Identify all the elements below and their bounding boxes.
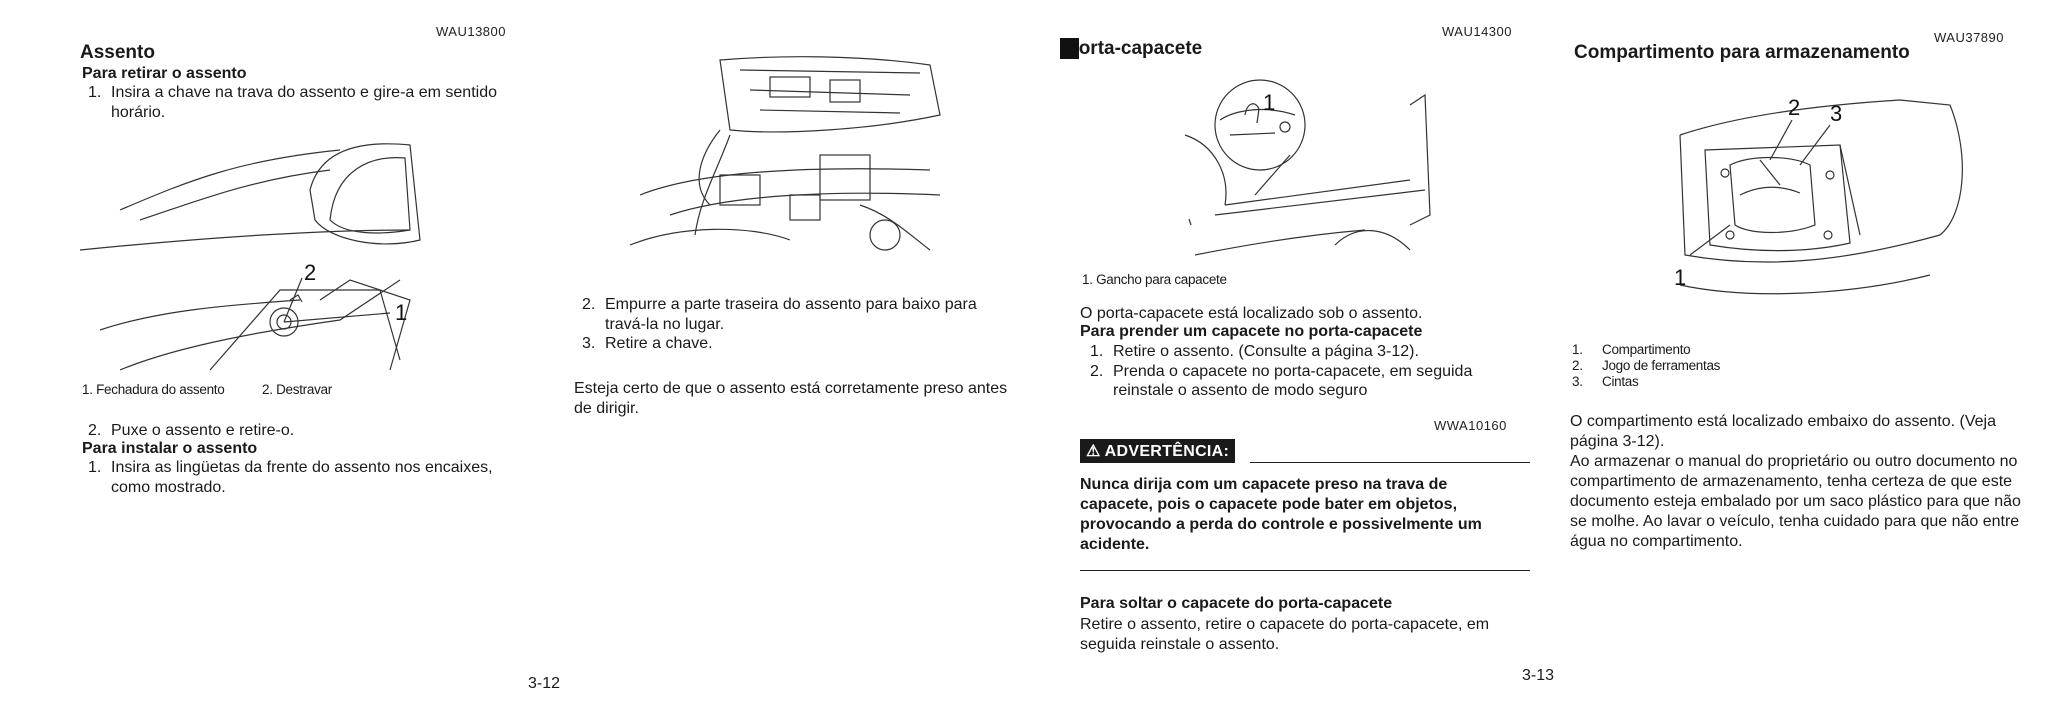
warning-code: WWA10160 [1434,418,1507,433]
steps-prender [1090,342,1514,401]
figure-label-3: 3 [1830,101,1843,126]
figure-label-2: 2 [1788,95,1801,120]
seat-lock-illustration [80,130,520,380]
caption-row: 2. Jogo de ferramentas [1572,358,1721,373]
caption-row: 1. Compartimento [1572,342,1691,357]
helmet-holder-illustration [1185,75,1445,265]
figure-captions-compartimento [1572,342,1720,390]
page-number: 3-12 [528,675,561,692]
install-step-2: 2. Empurre a parte traseira do assento para baixo para travá-la no lugar. [582,296,977,333]
subheading-soltar: Para soltar o capacete do porta-capacete [1080,595,1393,612]
steps-instalar [88,458,518,497]
section-title-assento: Assento [80,42,155,63]
page-3-13 [1020,0,2048,720]
steps-instalar-cont [582,295,1012,354]
install-step-1: 1. Insira as lingüetas da frente do assento nos encaixes, como mostrado. [88,459,493,496]
warning-rule-top [1250,462,1530,463]
figure-caption-2: 2. Destravar [262,382,332,397]
section-title-capacete: P orta-capacete [1060,38,1202,60]
subheading-prender: Para prender um capacete no porta-capacete [1080,323,1423,340]
page-number: 3-13 [1522,667,1555,684]
seat-install-illustration [630,55,950,255]
figure-label-1: 1 [395,300,408,325]
step-2: 2. Puxe o assento e retire-o. [88,422,295,439]
caption-row: 3. Cintas [1572,374,1639,389]
step-1: 1. Insira a chave na trava do assento e gire-a em sentido horário. [88,84,497,121]
warning-rule-bottom [1080,570,1530,571]
note-text: Esteja certo de que o assento está corretamente preso antes de dirigir. [574,380,1008,417]
warning-triangle-icon: ⚠ [1086,443,1101,460]
soltar-text: Retire o assento, retire o capacete do porta-capacete, em seguida reinstale o assento. [1080,616,1490,653]
step-1: 1. Retire o assento. (Consulte a página 3-12). [1090,343,1419,360]
section-code-compartimento: WAU37890 [1934,30,2004,45]
warning-header: ⚠ ADVERTÊNCIA: [1080,439,1235,463]
install-step-3: 3. Retire a chave. [582,335,713,352]
warning-text: Nunca dirija com um capacete preso na trava de capacete, pois o capacete pode bater em objetos, provocando a perda do controle e possivelmente um acidente. [1080,476,1482,553]
figure-caption-1: 1. Fechadura do assento [82,382,225,397]
step-2: 2. Prenda o capacete no porta-capacete, em seguida reinstale o assento de modo seguro [1090,362,1473,399]
page-3-12 [0,0,1020,720]
section-title-compartimento: Compartimento para armazenamento [1574,42,1910,63]
figure-label-1: 1 [1674,265,1687,290]
figure-caption-gancho: 1. Gancho para capacete [1082,272,1227,287]
compartment-text-1: O compartimento está localizado embaixo do assento. (Veja página 3-12). [1570,413,1997,450]
section-code-capacete: WAU14300 [1442,24,1512,39]
steps-retirar [88,83,518,122]
subheading-retirar: Para retirar o assento [82,65,247,82]
subheading-instalar: Para instalar o assento [82,440,258,457]
steps-retirar-cont [88,421,518,441]
section-code: WAU13800 [436,24,506,39]
figure-label-2: 2 [304,260,317,285]
compartment-text-2: Ao armazenar o manual do proprietário ou outro documento no compartimento de armazenamento, tenha certeza de que este documento esteja embalado por um saco plástico para que não se molhe. Ao lavar o veículo, tenha cuidado para que não entre água no compartimento. [1570,453,2021,550]
storage-compartment-illustration [1650,85,1970,325]
figure-label-1: 1 [1263,90,1276,115]
intro-text: O porta-capacete está localizado sob o assento. [1080,305,1423,322]
